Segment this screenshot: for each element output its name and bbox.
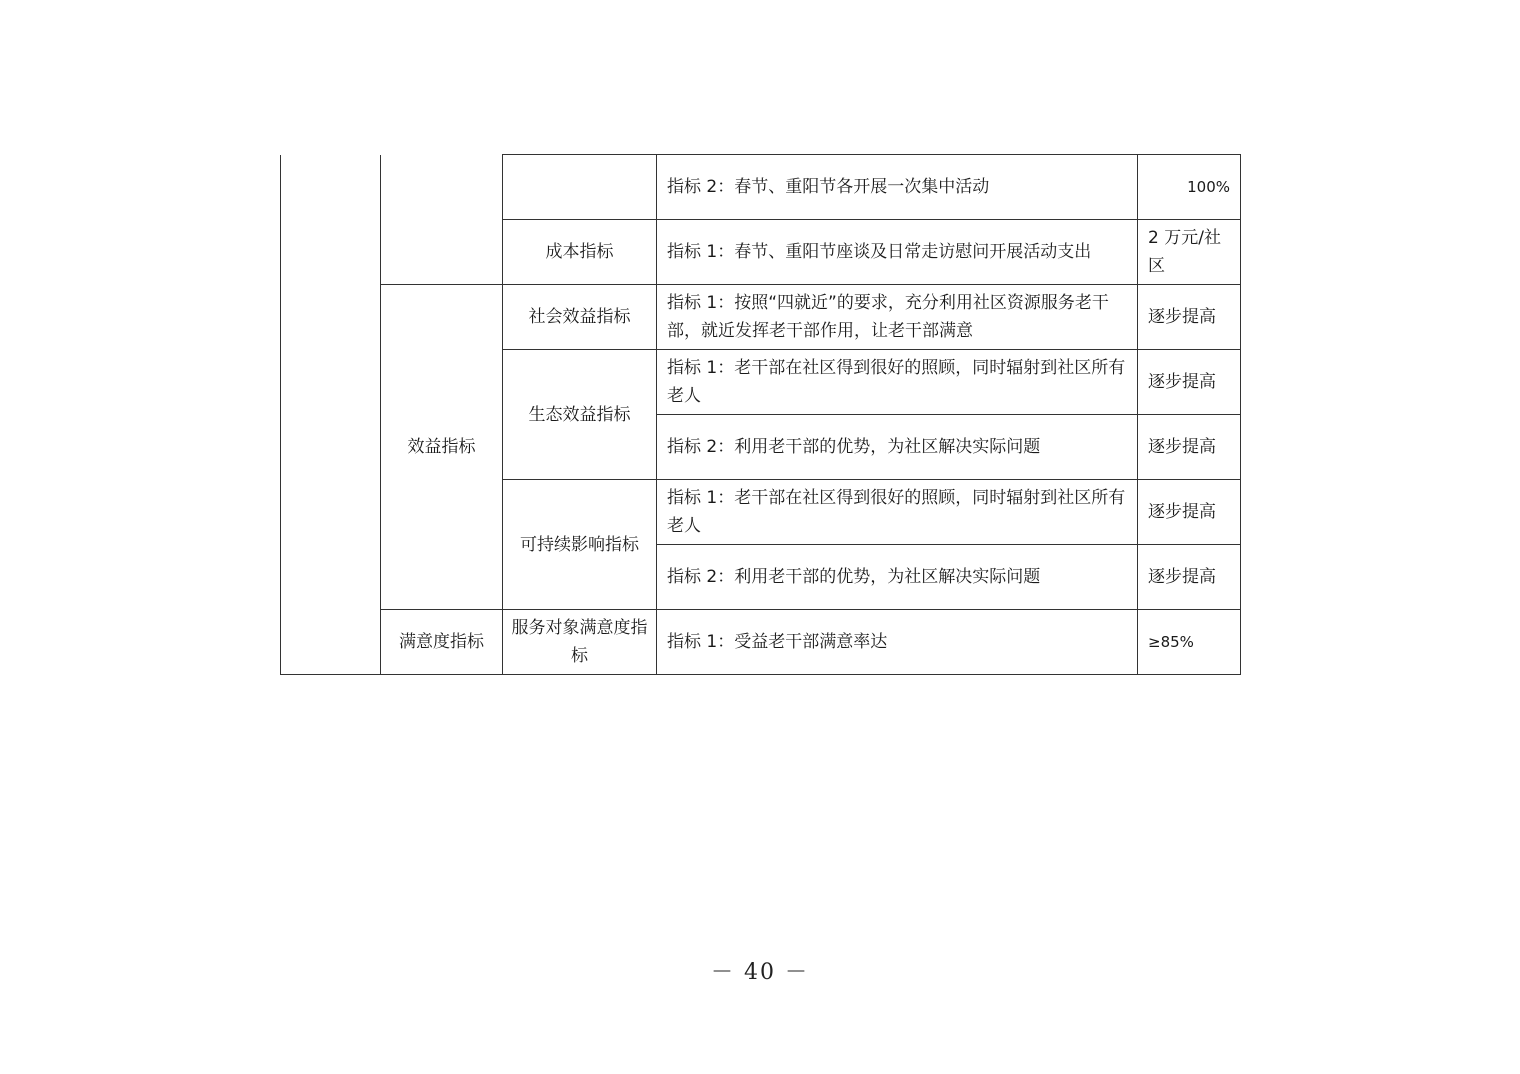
indicator-value-cell: 逐步提高 — [1138, 480, 1241, 545]
table-row — [281, 610, 1241, 675]
indicator-value-cell: 逐步提高 — [1138, 415, 1241, 480]
secondary-indicator-cell — [381, 155, 503, 285]
table-row — [281, 155, 1241, 220]
indicator-text-cell: 指标 1：春节、重阳节座谈及日常走访慰问开展活动支出 — [657, 220, 1138, 285]
indicator-text-cell: 指标 1：受益老干部满意率达 — [657, 610, 1138, 675]
indicator-value-cell: 100% — [1138, 155, 1241, 220]
indicator-text-cell: 指标 2：利用老干部的优势，为社区解决实际问题 — [657, 545, 1138, 610]
indicator-value-cell: 2 万元/社区 — [1138, 220, 1241, 285]
performance-indicator-table — [280, 154, 1241, 675]
table-row — [281, 285, 1241, 350]
indicator-text-cell: 指标 2：春节、重阳节各开展一次集中活动 — [657, 155, 1138, 220]
indicator-value-cell: ≥85% — [1138, 610, 1241, 675]
indicator-text-cell: 指标 1：老干部在社区得到很好的照顾，同时辐射到社区所有老人 — [657, 480, 1138, 545]
indicator-text-cell: 指标 1：按照“四就近”的要求，充分利用社区资源服务老干部，就近发挥老干部作用，让老干部满意 — [657, 285, 1138, 350]
tertiary-indicator-cell: 生态效益指标 — [503, 350, 657, 480]
page-number: － 40 － — [711, 960, 809, 985]
indicator-text-cell: 指标 1：老干部在社区得到很好的照顾，同时辐射到社区所有老人 — [657, 350, 1138, 415]
indicator-text-cell: 指标 2：利用老干部的优势，为社区解决实际问题 — [657, 415, 1138, 480]
indicator-value-cell: 逐步提高 — [1138, 350, 1241, 415]
tertiary-indicator-cell — [503, 155, 657, 220]
indicator-value-cell: 逐步提高 — [1138, 285, 1241, 350]
indicator-value-cell: 逐步提高 — [1138, 545, 1241, 610]
tertiary-indicator-cell: 成本指标 — [503, 220, 657, 285]
primary-indicator-cell — [281, 155, 381, 675]
secondary-indicator-cell: 满意度指标 — [381, 610, 503, 675]
tertiary-indicator-cell: 可持续影响指标 — [503, 480, 657, 610]
secondary-indicator-cell: 效益指标 — [381, 285, 503, 610]
tertiary-indicator-cell: 社会效益指标 — [503, 285, 657, 350]
tertiary-indicator-cell: 服务对象满意度指标 — [503, 610, 657, 675]
